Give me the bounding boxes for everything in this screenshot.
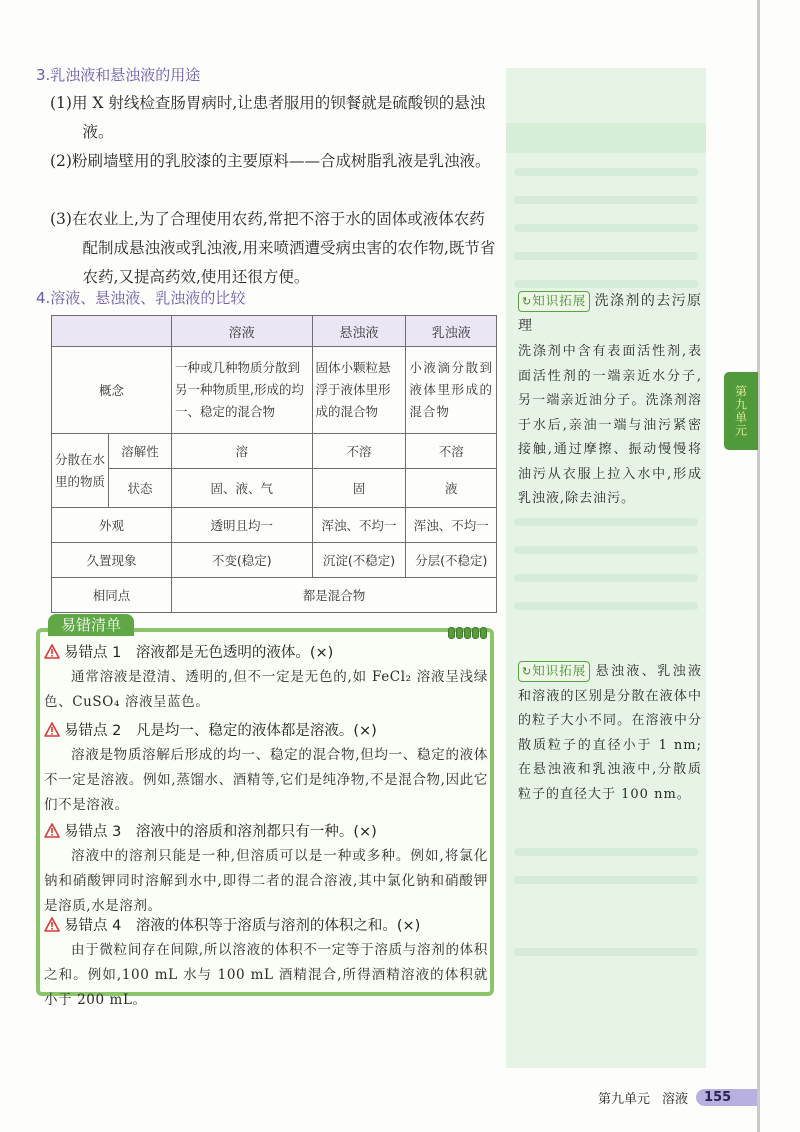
table-header-empty xyxy=(52,316,172,347)
bleed-through-line xyxy=(514,252,698,260)
state-solution: 固、液、气 xyxy=(172,469,313,508)
row-label-common: 相同点 xyxy=(52,578,172,613)
bleed-through-line xyxy=(514,280,698,288)
standing-emulsion: 分层(不稳定) xyxy=(406,543,497,578)
table-header-suspension: 悬浊液 xyxy=(312,316,406,347)
row-label-state: 状态 xyxy=(109,469,172,508)
warning-icon xyxy=(44,917,60,932)
state-suspension: 固 xyxy=(312,469,406,508)
row-label-appearance: 外观 xyxy=(52,508,172,543)
note-body: 洗涤剂中含有表面活性剂,表面活性剂的一端亲近水分子,另一端亲近油分子。洗涤剂溶于水后,亲油一端与油污紧密接触,通过摩擦、振动慢慢将油污从衣服上拉入水中,形成乳浊液,除去油污。 xyxy=(518,344,702,506)
error-item-2-title-text: 易错点 2 凡是均一、稳定的液体都是溶液。(×) xyxy=(64,723,377,739)
bleed-through-line xyxy=(514,168,698,176)
bleed-through-line xyxy=(514,848,698,856)
section-3-item-2: (2)粉刷墙壁用的乳胶漆的主要原料——合成树脂乳液是乳浊液。 xyxy=(50,152,491,170)
section-3-item-3: (3)在农业上,为了合理使用农药,常把不溶于水的固体或液体农药配制成悬浊液或乳浊液,用来喷洒遭受病虫害的农作物,既节省农药,又提高药效,使用还很方便。 xyxy=(50,210,496,286)
error-item-3-title xyxy=(44,820,377,841)
refresh-icon: ↻ xyxy=(522,665,533,678)
concept-emulsion: 小液滴分散到液体里形成的混合物 xyxy=(406,347,497,434)
solubility-suspension: 不溶 xyxy=(312,434,406,469)
table-header-solution: 溶液 xyxy=(172,316,313,347)
bleed-through-line xyxy=(514,876,698,884)
error-item-3-title-text: 易错点 3 溶液中的溶质和溶剂都只有一种。(×) xyxy=(64,824,377,840)
row-group-dispersed: 分散在水里的物质 xyxy=(52,434,109,508)
table-row-solubility xyxy=(52,434,497,469)
bleed-through-line xyxy=(514,948,698,956)
error-item-2-body: 溶液是物质溶解后形成的均一、稳定的混合物,但均一、稳定的液体不一定是溶液。例如,蒸馏水、酒精等,它们是纯净物,不是混合物,因此它们不是溶液。 xyxy=(44,747,488,813)
error-item-4-title-text: 易错点 4 溶液的体积等于溶质与溶剂的体积之和。(×) xyxy=(64,918,421,934)
error-item-4-body: 由于微粒间存在间隙,所以溶液的体积不一定等于溶质与溶剂的体积之和。例如,100 mL 水与 100 mL 酒精混合,所得酒精溶液的体积就小于 200 mL。 xyxy=(44,942,488,1008)
section-3-item-1: (1)用 X 射线检查肠胃病时,让患者服用的钡餐就是硫酸钡的悬浊液。 xyxy=(50,94,486,141)
knowledge-extension-badge: ↻知识拓展 xyxy=(518,291,590,312)
knowledge-extension-badge: ↻知识拓展 xyxy=(518,661,590,682)
state-emulsion: 液 xyxy=(406,469,497,508)
note-heading-row xyxy=(518,289,702,338)
appearance-emulsion: 浑浊、不均一 xyxy=(406,508,497,543)
footer-unit: 第九单元 xyxy=(598,1092,651,1107)
page-edge xyxy=(757,0,760,1132)
common-value: 都是混合物 xyxy=(172,578,497,613)
chapter-tab-label: 第九单元 xyxy=(733,385,748,437)
table-row-appearance xyxy=(52,508,497,543)
section-4-title: 4.溶液、悬浊液、乳浊液的比较 xyxy=(36,289,246,307)
solubility-solution: 溶 xyxy=(172,434,313,469)
bleed-through-line xyxy=(514,196,698,204)
page-number: 155 xyxy=(696,1089,757,1106)
standing-solution: 不变(稳定) xyxy=(172,543,313,578)
standing-suspension: 沉淀(不稳定) xyxy=(312,543,406,578)
error-item-1-body: 通常溶液是澄清、透明的,但不一定是无色的,如 FeCl₂ 溶液呈浅绿色、CuSO₄ 溶液呈蓝色。 xyxy=(44,669,488,710)
sidebar-note-particle-size xyxy=(518,660,702,807)
table-row-state xyxy=(52,469,497,508)
chapter-tab[interactable] xyxy=(724,372,758,450)
bleed-through-line xyxy=(514,224,698,232)
table-header-row xyxy=(52,316,497,347)
note-body: 悬浊液、乳浊液和溶液的区别是分散在液体中的粒子大小不同。在溶液中分散质粒子的直径小于 1 nm;在悬浊液和乳浊液中,分散质粒子的直径大于 100 nm。 xyxy=(518,664,702,802)
refresh-icon: ↻ xyxy=(522,295,533,308)
warning-icon xyxy=(44,823,60,838)
comparison-table xyxy=(51,315,497,613)
bleed-through-line xyxy=(514,546,698,554)
warning-icon xyxy=(44,644,60,659)
bleed-through-band xyxy=(506,123,706,153)
sidebar-note-detergent xyxy=(518,289,702,512)
table-row-concept xyxy=(52,347,497,434)
error-item-4-title xyxy=(44,914,420,935)
table-header-emulsion: 乳浊液 xyxy=(406,316,497,347)
row-label-standing: 久置现象 xyxy=(52,543,172,578)
table-row-common xyxy=(52,578,497,613)
footer-topic: 溶液 xyxy=(662,1092,689,1107)
error-item-1-title xyxy=(44,641,333,662)
concept-suspension: 固体小颗粒悬浮于液体里形成的混合物 xyxy=(312,347,406,434)
solubility-emulsion: 不溶 xyxy=(406,434,497,469)
error-item-2-title xyxy=(44,719,377,740)
page-footer xyxy=(598,1088,757,1107)
error-list-tab: 易错清单 xyxy=(48,614,134,636)
bleed-through-line xyxy=(514,602,698,610)
concept-solution: 一种或几种物质分散到另一种物质里,形成的均一、稳定的混合物 xyxy=(172,347,313,434)
sidebar-background xyxy=(506,68,706,1068)
note-heading: 洗涤剂的去污原理 xyxy=(518,293,702,334)
error-item-3-body: 溶液中的溶剂只能是一种,但溶质可以是一种或多种。例如,将氯化钠和硝酸钾同时溶解到水中,即得二者的混合溶液,其中氯化钠和硝酸钾是溶质,水是溶剂。 xyxy=(44,848,488,914)
binder-ring-decoration xyxy=(448,627,487,639)
warning-icon xyxy=(44,722,60,737)
row-label-concept: 概念 xyxy=(52,347,172,434)
bleed-through-line xyxy=(514,574,698,582)
error-item-1-title-text: 易错点 1 溶液都是无色透明的液体。(×) xyxy=(64,645,334,661)
table-row-standing xyxy=(52,543,497,578)
appearance-suspension: 浑浊、不均一 xyxy=(312,508,406,543)
section-3-title: 3.乳浊液和悬浊液的用途 xyxy=(36,66,201,84)
appearance-solution: 透明且均一 xyxy=(172,508,313,543)
bleed-through-line xyxy=(514,518,698,526)
row-label-solubility: 溶解性 xyxy=(109,434,172,469)
